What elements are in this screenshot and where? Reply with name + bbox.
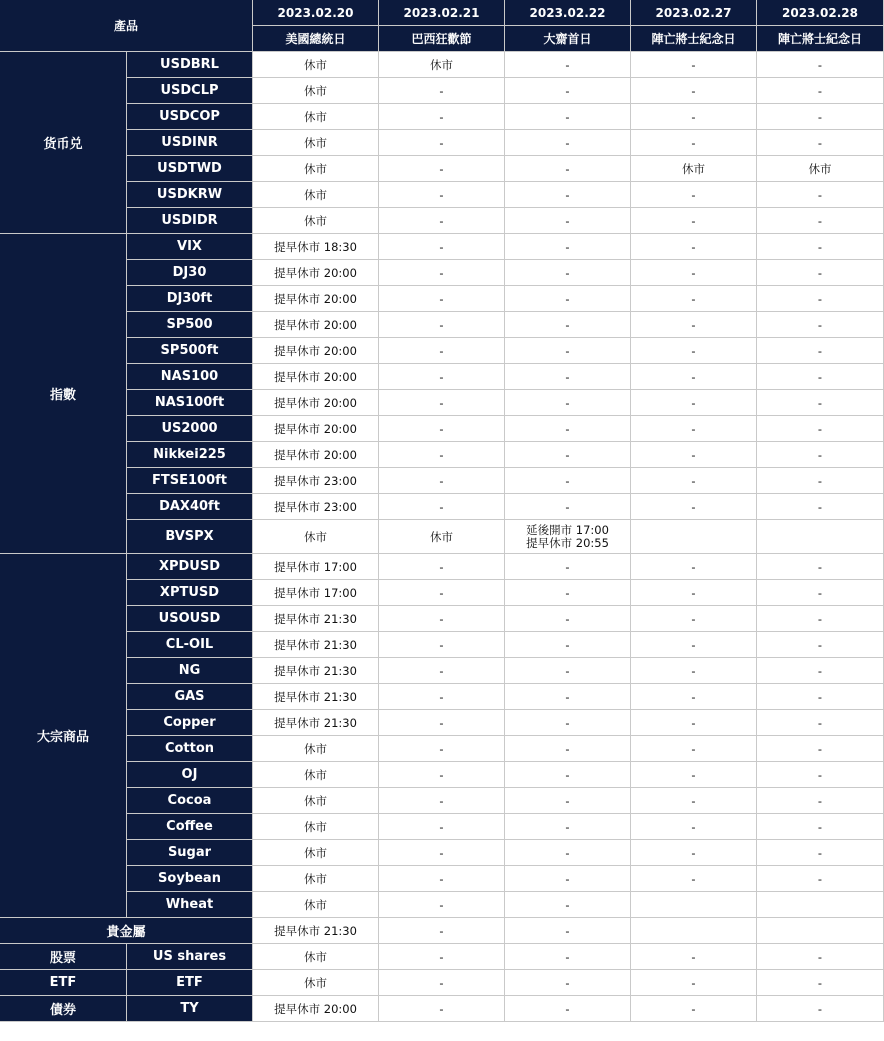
schedule-cell: - xyxy=(757,52,884,78)
schedule-cell: - xyxy=(379,442,505,468)
product-label: Sugar xyxy=(127,840,253,866)
schedule-cell: - xyxy=(757,866,884,892)
product-label: Nikkei225 xyxy=(127,442,253,468)
schedule-cell: - xyxy=(631,736,757,762)
schedule-cell: - xyxy=(379,866,505,892)
schedule-cell: - xyxy=(505,736,631,762)
category-label: 債券 xyxy=(0,996,127,1022)
schedule-cell: - xyxy=(757,208,884,234)
schedule-cell: - xyxy=(757,606,884,632)
schedule-cell: - xyxy=(631,52,757,78)
schedule-cell: - xyxy=(505,130,631,156)
schedule-cell: - xyxy=(505,338,631,364)
schedule-cell: - xyxy=(505,866,631,892)
header-holiday: 陣亡將士紀念日 xyxy=(757,26,884,52)
product-label: TY xyxy=(127,996,253,1022)
product-label: CL-OIL xyxy=(127,632,253,658)
schedule-cell: - xyxy=(379,234,505,260)
schedule-cell: - xyxy=(757,554,884,580)
schedule-cell: 提早休市 20:00 xyxy=(253,442,379,468)
schedule-cell: 提早休市 21:30 xyxy=(253,632,379,658)
schedule-cell: - xyxy=(631,710,757,736)
schedule-cell xyxy=(631,918,757,944)
schedule-cell: - xyxy=(757,78,884,104)
schedule-cell: - xyxy=(379,788,505,814)
schedule-cell: - xyxy=(379,710,505,736)
schedule-cell: - xyxy=(505,944,631,970)
schedule-cell: - xyxy=(379,580,505,606)
schedule-cell: - xyxy=(757,442,884,468)
schedule-cell: - xyxy=(505,814,631,840)
schedule-cell: 休市 xyxy=(379,520,505,554)
schedule-cell: - xyxy=(757,416,884,442)
schedule-cell: 休市 xyxy=(253,520,379,554)
schedule-cell: 提早休市 20:00 xyxy=(253,338,379,364)
schedule-cell: - xyxy=(757,234,884,260)
schedule-cell: 延後開市 17:00 提早休市 20:55 xyxy=(505,520,631,554)
schedule-cell: - xyxy=(757,970,884,996)
schedule-cell: - xyxy=(631,468,757,494)
schedule-cell: - xyxy=(379,494,505,520)
schedule-cell: - xyxy=(379,996,505,1022)
schedule-cell: - xyxy=(505,442,631,468)
product-label: Cocoa xyxy=(127,788,253,814)
schedule-cell: 休市 xyxy=(253,182,379,208)
schedule-cell xyxy=(631,520,757,554)
schedule-cell: 休市 xyxy=(253,840,379,866)
schedule-cell: - xyxy=(631,762,757,788)
schedule-cell: - xyxy=(379,684,505,710)
schedule-cell: 提早休市 20:00 xyxy=(253,364,379,390)
product-label: US shares xyxy=(127,944,253,970)
header-date: 2023.02.20 xyxy=(253,0,379,26)
schedule-cell: 休市 xyxy=(253,970,379,996)
product-label: USDKRW xyxy=(127,182,253,208)
schedule-cell: 提早休市 21:30 xyxy=(253,918,379,944)
schedule-cell: - xyxy=(505,840,631,866)
schedule-cell: - xyxy=(631,78,757,104)
schedule-cell: 休市 xyxy=(253,762,379,788)
schedule-cell: - xyxy=(505,918,631,944)
schedule-cell: - xyxy=(379,554,505,580)
schedule-cell: 提早休市 20:00 xyxy=(253,996,379,1022)
product-label: NG xyxy=(127,658,253,684)
product-label: Soybean xyxy=(127,866,253,892)
schedule-cell: - xyxy=(505,494,631,520)
category-label: 指數 xyxy=(0,234,127,554)
product-label: USDCLP xyxy=(127,78,253,104)
schedule-cell: - xyxy=(379,104,505,130)
schedule-cell: - xyxy=(379,390,505,416)
schedule-cell: - xyxy=(631,658,757,684)
schedule-cell: 提早休市 20:00 xyxy=(253,312,379,338)
category-label: 股票 xyxy=(0,944,127,970)
product-label: Cotton xyxy=(127,736,253,762)
product-label: XPTUSD xyxy=(127,580,253,606)
schedule-cell: - xyxy=(757,710,884,736)
product-label: Wheat xyxy=(127,892,253,918)
product-label: DJ30 xyxy=(127,260,253,286)
schedule-cell: - xyxy=(379,970,505,996)
schedule-cell: - xyxy=(379,130,505,156)
header-product-label: 產品 xyxy=(0,0,253,52)
schedule-cell: - xyxy=(757,286,884,312)
schedule-cell: - xyxy=(757,338,884,364)
schedule-cell: - xyxy=(505,658,631,684)
schedule-cell: - xyxy=(631,684,757,710)
schedule-cell: 休市 xyxy=(253,52,379,78)
schedule-cell: - xyxy=(505,892,631,918)
schedule-cell: 休市 xyxy=(631,156,757,182)
schedule-cell: - xyxy=(505,208,631,234)
schedule-cell: - xyxy=(379,416,505,442)
product-label: FTSE100ft xyxy=(127,468,253,494)
schedule-cell: - xyxy=(505,52,631,78)
product-label: USDTWD xyxy=(127,156,253,182)
product-label: DAX40ft xyxy=(127,494,253,520)
schedule-cell: 休市 xyxy=(379,52,505,78)
schedule-cell: - xyxy=(757,364,884,390)
schedule-cell: - xyxy=(379,468,505,494)
schedule-cell: - xyxy=(379,182,505,208)
schedule-cell: - xyxy=(631,416,757,442)
schedule-cell: - xyxy=(631,208,757,234)
schedule-cell: 提早休市 17:00 xyxy=(253,554,379,580)
schedule-cell: - xyxy=(631,390,757,416)
schedule-cell: - xyxy=(505,580,631,606)
schedule-cell: - xyxy=(631,970,757,996)
schedule-cell: - xyxy=(379,208,505,234)
schedule-cell xyxy=(757,892,884,918)
schedule-cell: - xyxy=(505,416,631,442)
schedule-cell: - xyxy=(631,788,757,814)
product-label: NAS100 xyxy=(127,364,253,390)
schedule-cell: - xyxy=(505,632,631,658)
schedule-cell: - xyxy=(505,468,631,494)
schedule-cell: - xyxy=(757,390,884,416)
schedule-cell: - xyxy=(379,632,505,658)
schedule-cell: - xyxy=(379,312,505,338)
product-label: ETF xyxy=(127,970,253,996)
header-holiday: 巴西狂歡節 xyxy=(379,26,505,52)
schedule-cell: 提早休市 18:30 xyxy=(253,234,379,260)
schedule-cell: - xyxy=(757,658,884,684)
schedule-cell: - xyxy=(631,260,757,286)
product-label: BVSPX xyxy=(127,520,253,554)
schedule-cell: - xyxy=(757,944,884,970)
schedule-cell: - xyxy=(631,364,757,390)
product-label: VIX xyxy=(127,234,253,260)
header-date: 2023.02.21 xyxy=(379,0,505,26)
product-label: SP500 xyxy=(127,312,253,338)
schedule-cell: - xyxy=(505,182,631,208)
schedule-cell: - xyxy=(631,182,757,208)
schedule-cell: - xyxy=(757,736,884,762)
schedule-cell: - xyxy=(505,762,631,788)
schedule-cell: - xyxy=(379,260,505,286)
schedule-cell: 提早休市 20:00 xyxy=(253,390,379,416)
schedule-cell xyxy=(757,918,884,944)
schedule-cell: 休市 xyxy=(253,78,379,104)
header-date: 2023.02.28 xyxy=(757,0,884,26)
schedule-cell: - xyxy=(757,130,884,156)
schedule-cell: 休市 xyxy=(253,892,379,918)
schedule-cell: 休市 xyxy=(253,208,379,234)
category-label: 貴金屬 xyxy=(0,918,253,944)
schedule-cell: - xyxy=(631,554,757,580)
header-holiday: 大齋首日 xyxy=(505,26,631,52)
schedule-cell: - xyxy=(631,130,757,156)
product-label: USDBRL xyxy=(127,52,253,78)
schedule-cell: - xyxy=(757,632,884,658)
schedule-cell: - xyxy=(631,866,757,892)
schedule-cell: 休市 xyxy=(757,156,884,182)
product-label: NAS100ft xyxy=(127,390,253,416)
schedule-cell: - xyxy=(631,312,757,338)
product-label: OJ xyxy=(127,762,253,788)
schedule-cell: - xyxy=(757,788,884,814)
header-date: 2023.02.27 xyxy=(631,0,757,26)
schedule-cell: - xyxy=(631,338,757,364)
schedule-cell: - xyxy=(505,78,631,104)
schedule-cell: - xyxy=(505,996,631,1022)
schedule-cell: - xyxy=(379,606,505,632)
schedule-cell: - xyxy=(505,104,631,130)
schedule-cell: - xyxy=(379,338,505,364)
schedule-cell: - xyxy=(631,494,757,520)
schedule-cell: - xyxy=(505,286,631,312)
schedule-cell: - xyxy=(505,684,631,710)
schedule-cell: - xyxy=(505,260,631,286)
schedule-cell: - xyxy=(631,580,757,606)
schedule-cell: 提早休市 23:00 xyxy=(253,494,379,520)
schedule-cell: - xyxy=(757,260,884,286)
schedule-cell: - xyxy=(757,762,884,788)
category-label: 货币兑 xyxy=(0,52,127,234)
schedule-cell: - xyxy=(505,970,631,996)
product-label: GAS xyxy=(127,684,253,710)
schedule-cell: - xyxy=(631,104,757,130)
schedule-cell: - xyxy=(505,554,631,580)
schedule-cell: 提早休市 23:00 xyxy=(253,468,379,494)
header-holiday: 美國總統日 xyxy=(253,26,379,52)
schedule-cell: - xyxy=(757,840,884,866)
schedule-cell: - xyxy=(631,606,757,632)
schedule-cell: - xyxy=(379,814,505,840)
product-label: USOUSD xyxy=(127,606,253,632)
product-label: DJ30ft xyxy=(127,286,253,312)
schedule-cell: 提早休市 21:30 xyxy=(253,606,379,632)
schedule-cell: 休市 xyxy=(253,104,379,130)
schedule-cell: - xyxy=(757,580,884,606)
schedule-cell: - xyxy=(379,78,505,104)
schedule-cell: - xyxy=(757,182,884,208)
schedule-cell xyxy=(631,892,757,918)
schedule-cell: - xyxy=(505,364,631,390)
product-label: USDIDR xyxy=(127,208,253,234)
schedule-cell: - xyxy=(379,944,505,970)
schedule-cell: 休市 xyxy=(253,156,379,182)
category-label: ETF xyxy=(0,970,127,996)
schedule-cell: 休市 xyxy=(253,788,379,814)
schedule-cell: - xyxy=(379,364,505,390)
schedule-cell: - xyxy=(757,312,884,338)
product-label: USDCOP xyxy=(127,104,253,130)
schedule-cell: - xyxy=(631,234,757,260)
schedule-cell: 提早休市 17:00 xyxy=(253,580,379,606)
schedule-cell: - xyxy=(757,996,884,1022)
schedule-cell xyxy=(757,520,884,554)
product-label: SP500ft xyxy=(127,338,253,364)
schedule-cell: - xyxy=(757,104,884,130)
product-label: XPDUSD xyxy=(127,554,253,580)
schedule-cell: - xyxy=(379,892,505,918)
schedule-cell: - xyxy=(379,286,505,312)
header-holiday: 陣亡將士紀念日 xyxy=(631,26,757,52)
product-label: Copper xyxy=(127,710,253,736)
schedule-cell: - xyxy=(757,684,884,710)
schedule-cell: - xyxy=(505,606,631,632)
schedule-cell: - xyxy=(757,468,884,494)
schedule-cell: - xyxy=(505,390,631,416)
schedule-cell: 提早休市 21:30 xyxy=(253,684,379,710)
schedule-cell: - xyxy=(505,234,631,260)
header-date: 2023.02.22 xyxy=(505,0,631,26)
schedule-cell: - xyxy=(379,918,505,944)
category-label: 大宗商品 xyxy=(0,554,127,918)
schedule-cell: - xyxy=(505,312,631,338)
schedule-cell: 休市 xyxy=(253,944,379,970)
schedule-cell: 提早休市 20:00 xyxy=(253,416,379,442)
schedule-cell: 休市 xyxy=(253,814,379,840)
schedule-cell: 提早休市 21:30 xyxy=(253,658,379,684)
schedule-cell: - xyxy=(379,658,505,684)
schedule-cell: - xyxy=(379,840,505,866)
schedule-cell: - xyxy=(631,996,757,1022)
schedule-cell: 休市 xyxy=(253,130,379,156)
schedule-cell: - xyxy=(505,788,631,814)
schedule-cell: - xyxy=(631,944,757,970)
schedule-cell: 休市 xyxy=(253,736,379,762)
schedule-cell: - xyxy=(379,156,505,182)
product-label: Coffee xyxy=(127,814,253,840)
schedule-cell: - xyxy=(757,494,884,520)
schedule-cell: 提早休市 21:30 xyxy=(253,710,379,736)
schedule-cell: 提早休市 20:00 xyxy=(253,286,379,312)
schedule-cell: - xyxy=(379,762,505,788)
schedule-cell: - xyxy=(631,442,757,468)
schedule-cell: - xyxy=(631,814,757,840)
schedule-cell: - xyxy=(631,840,757,866)
schedule-cell: 提早休市 20:00 xyxy=(253,260,379,286)
schedule-cell: - xyxy=(379,736,505,762)
schedule-cell: - xyxy=(505,156,631,182)
product-label: USDINR xyxy=(127,130,253,156)
schedule-cell: 休市 xyxy=(253,866,379,892)
schedule-cell: - xyxy=(631,632,757,658)
product-label: US2000 xyxy=(127,416,253,442)
schedule-cell: - xyxy=(757,814,884,840)
schedule-cell: - xyxy=(505,710,631,736)
schedule-cell: - xyxy=(631,286,757,312)
